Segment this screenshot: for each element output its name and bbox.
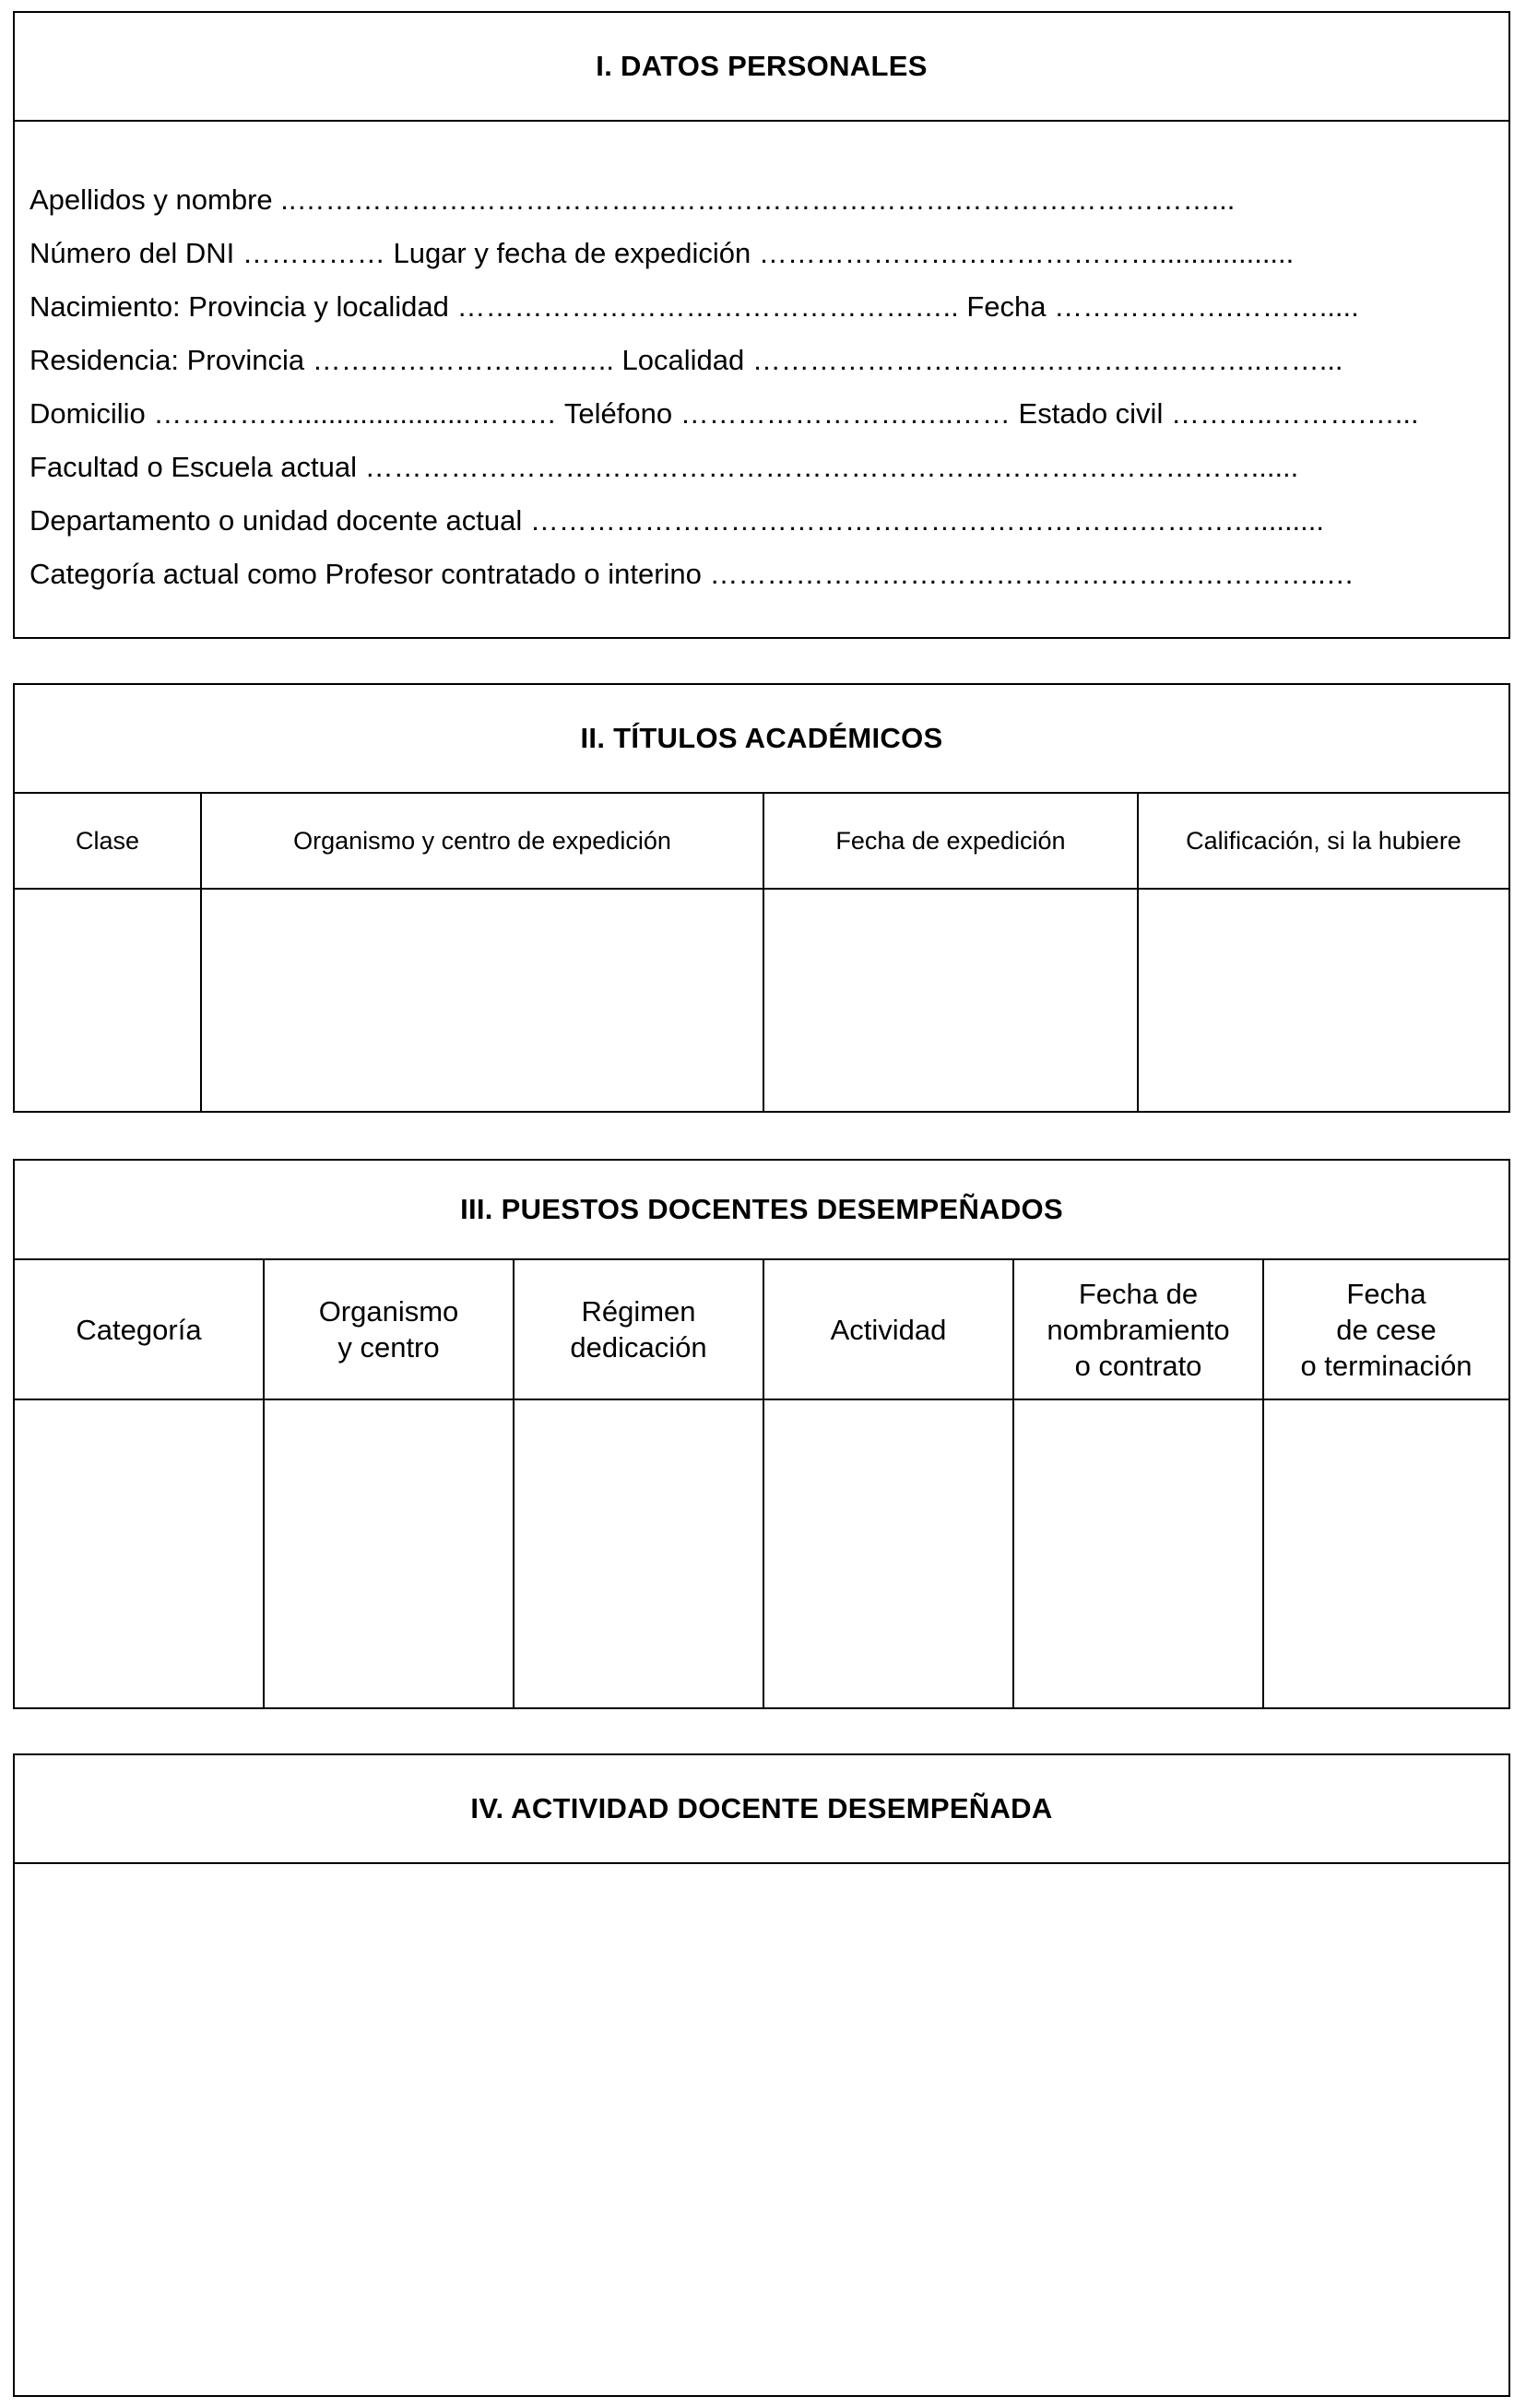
section-titulos-academicos [13, 683, 1510, 1113]
field-categoria-actual[interactable]: Categoría actual como Profesor contratado o interino ………………………………………………………..… [30, 558, 1354, 590]
col-fecha-nombramiento [1014, 1260, 1264, 1399]
col-categoria [15, 1260, 265, 1399]
col-clase: Clase [15, 794, 202, 888]
section-title-puestos: III. PUESTOS DOCENTES DESEMPEÑADOS [15, 1161, 1508, 1260]
field-dni-lugar-fecha[interactable]: Número del DNI …………… Lugar y fecha de expedición ……………………………………................. [30, 237, 1295, 269]
section-puestos-docentes [13, 1159, 1510, 1709]
col-fecha-cese-label: Fecha de cese o terminación [1300, 1277, 1473, 1382]
section-title-datos-personales: I. DATOS PERSONALES [15, 13, 1508, 122]
col-organismo-centro [265, 1260, 515, 1399]
personal-data-lines [30, 173, 1494, 601]
col-regimen-dedicacion-label: Régimen dedicación [570, 1295, 707, 1363]
col-calificacion: Calificación, si la hubiere [1186, 826, 1461, 855]
field-departamento[interactable]: Departamento o unidad docente actual ……………………………………………………….…………......... [30, 504, 1325, 537]
cell-clase[interactable] [15, 890, 202, 1111]
col-actividad-label: Actividad [830, 1313, 947, 1346]
cell-actividad[interactable] [764, 1400, 1014, 1707]
cell-calificacion[interactable] [1139, 890, 1508, 1111]
cell-regimen[interactable] [515, 1400, 764, 1707]
cell-fecha[interactable] [764, 890, 1139, 1111]
col-regimen-dedicacion [515, 1260, 764, 1399]
col-fecha-expedicion: Fecha de expedición [764, 794, 1139, 888]
field-facultad-escuela[interactable]: Facultad o Escuela actual …………………………………………………………………………………...... [30, 451, 1299, 483]
cell-fecha-nombramiento[interactable] [1014, 1400, 1264, 1707]
section-datos-personales [13, 11, 1510, 639]
col-actividad [764, 1260, 1014, 1399]
cell-organismo[interactable] [202, 890, 764, 1111]
col-organismo-centro-label: Organismo y centro [318, 1295, 459, 1363]
cell-fecha-cese[interactable] [1264, 1400, 1508, 1707]
field-domicilio-telefono-estado[interactable]: Domicilio ……………......................……… Teléfono ………………………..…… Estado civil ………..……….…... [30, 397, 1419, 430]
actividad-body[interactable] [15, 1864, 1508, 2395]
section-actividad-docente [13, 1753, 1510, 2397]
col-organismo-expedicion: Organismo y centro de expedición [202, 794, 764, 888]
cell-categoria[interactable] [15, 1400, 265, 1707]
field-apellidos-nombre[interactable]: Apellidos y nombre ..……………………………………………………………………………………... [30, 183, 1236, 216]
col-fecha-cese [1264, 1260, 1508, 1399]
puestos-body-row [15, 1400, 1508, 1707]
cell-organismo-centro[interactable] [265, 1400, 515, 1707]
titulos-header-row [15, 794, 1508, 890]
titulos-body-row [15, 890, 1508, 1111]
section-title-titulos: II. TÍTULOS ACADÉMICOS [15, 685, 1508, 794]
field-nacimiento[interactable]: Nacimiento: Provincia y localidad …………………………………………….. Fecha ……………….………..... [30, 290, 1359, 323]
col-categoria-label: Categoría [76, 1313, 202, 1346]
section-title-actividad: IV. ACTIVIDAD DOCENTE DESEMPEÑADA [15, 1755, 1508, 1864]
puestos-header-row [15, 1260, 1508, 1400]
field-residencia[interactable]: Residencia: Provincia ………………………….. Localidad ………………………….…………………..……... [30, 344, 1343, 376]
col-fecha-nombramiento-label: Fecha de nombramiento o contrato [1047, 1277, 1230, 1382]
